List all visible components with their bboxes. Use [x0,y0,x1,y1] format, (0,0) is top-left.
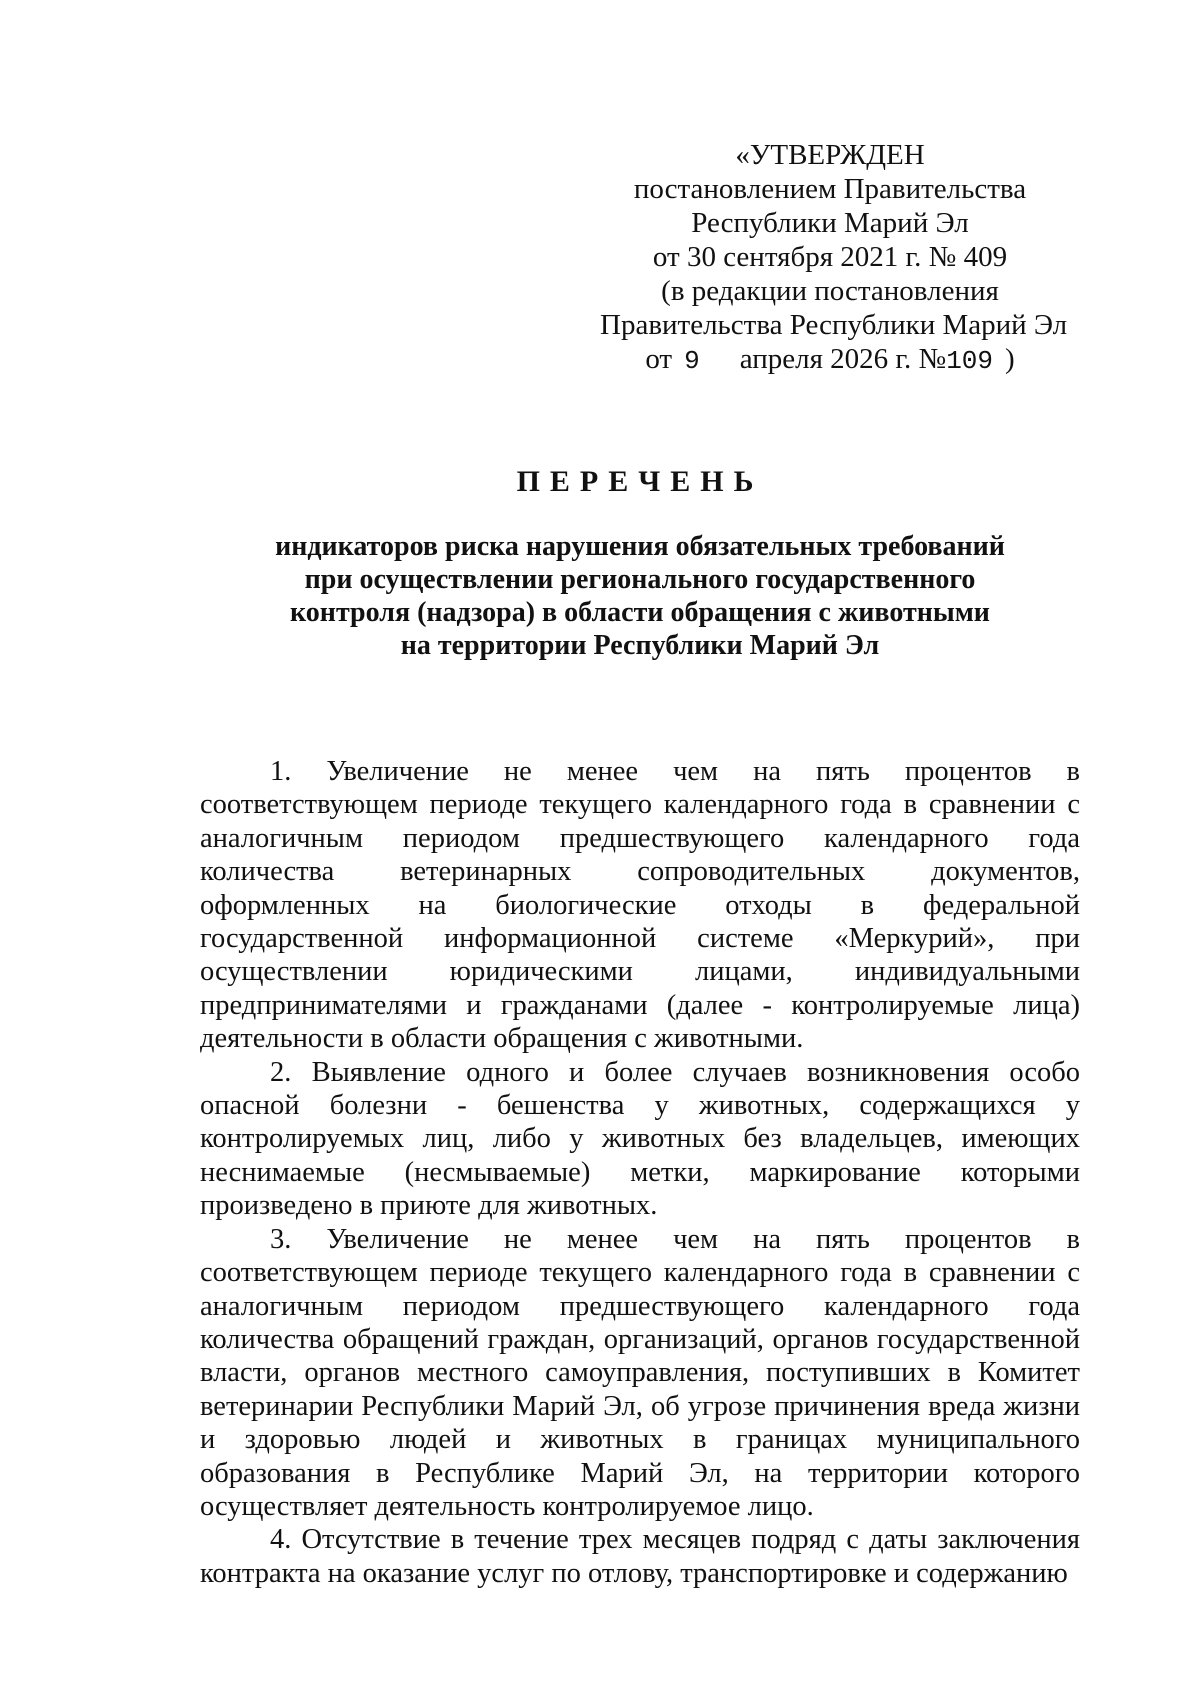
document-title [230,530,1050,662]
title-line: контроля (надзора) в области обращения с животными [290,597,990,628]
approval-day: 9 [684,346,700,376]
approval-date-prefix: от [645,343,673,375]
approval-stamp [600,138,1068,378]
paragraph-4: 4. Отсутствие в течение трех месяцев подряд с даты заключения контракта на оказание услуг по отлову, транспортировке и содержанию [200,1524,1080,1589]
approval-line-4: от 30 сентября 2021 г. № 409 [652,241,1008,273]
title-line: при осуществлении регионального государственного [304,564,976,595]
approval-heading: «УТВЕРЖДЕН [735,139,925,171]
paragraph-3: 3. Увеличение не менее чем на пять процентов в соответствующем периоде текущего календарного года в сравнении с аналогичным периодом предшествующего календарного года количества обращений граждан, организаций, органов государственной власти, органов местного самоуправления, поступивших в Комитет ветеринарии Республики Марий Эл, об угрозе причинения вреда жизни и здоровью людей и животных в границах муниципального образования в Республике Марий Эл, на территории которого осуществляет деятельность контролируемое лицо. [200,1223,1080,1522]
document-type-heading: ПЕРЕЧЕНЬ [516,465,764,498]
paragraph-2: 2. Выявление одного и более случаев возникновения особо опасной болезни - бешенства у животных, содержащихся у контролируемых лиц, либо у животных без владельцев, имеющих неснимаемые (несмываемые) метки, маркирование которыми произведено в приюте для животных. [200,1056,1080,1222]
approval-number: 109 [946,346,994,376]
approval-line-2: постановлением Правительства [633,173,1027,205]
approval-line-5: (в редакции постановления [661,275,999,307]
title-line: индикаторов риска нарушения обязательных требований [275,531,1005,562]
approval-line-6: Правительства Республики Марий Эл [600,309,1068,341]
approval-line-7 [600,342,1060,378]
approval-closing-paren: ) [1005,343,1015,375]
paragraph-1: 1. Увеличение не менее чем на пять процентов в соответствующем периоде текущего календарного года в сравнении с аналогичным периодом предшествующего календарного года количества ветеринарных сопроводительных документов, оформленных на биологические отходы в федеральной государственной информационной системе «Меркурий», при осуществлении юридическими лицами, индивидуальными предпринимателями и гражданами (далее - контролируемые лица) деятельности в области обращения с животными. [200,756,1080,1055]
approval-line-3: Республики Марий Эл [691,207,969,239]
document-body [200,755,1080,1590]
approval-month-year: апреля 2026 г. № [739,343,947,375]
title-line: на территории Республики Марий Эл [400,630,880,661]
